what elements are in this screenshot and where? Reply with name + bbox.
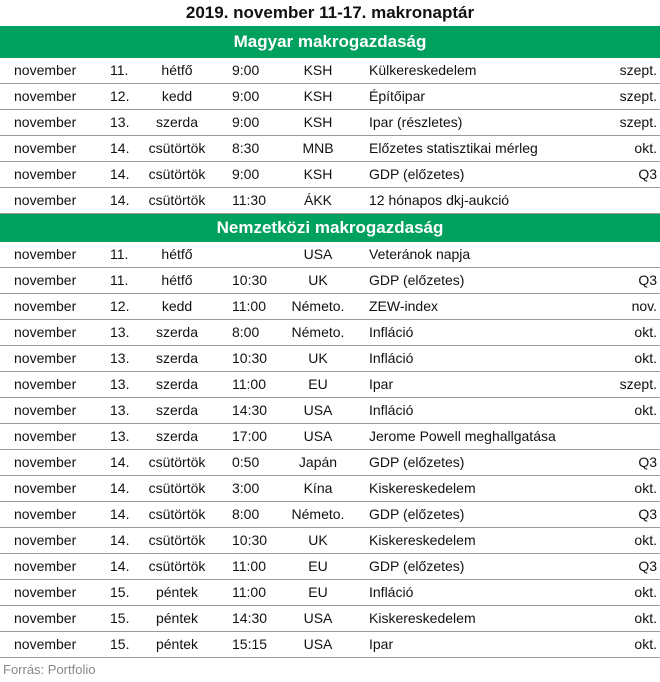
source-cell: Japán — [298, 454, 338, 470]
weekday-cell: csütörtök — [148, 480, 206, 496]
calendar-title: 2019. november 11-17. makronaptár — [185, 3, 475, 22]
table-row — [0, 188, 660, 214]
event-cell: Ipar — [369, 636, 394, 652]
source-cell: USA — [303, 636, 333, 652]
event-cell: Veteránok napja — [369, 246, 471, 262]
weekday-cell: szerda — [155, 376, 199, 392]
table-row — [0, 320, 660, 346]
table-row — [0, 242, 660, 268]
source-cell: USA — [303, 402, 333, 418]
event-cell: Kiskereskedelem — [369, 480, 476, 496]
day-cell: 14. — [110, 166, 130, 182]
event-cell: 12 hónapos dkj-aukció — [369, 192, 510, 208]
source-cell: USA — [303, 246, 333, 262]
day-cell: 14. — [110, 532, 130, 548]
time-cell: 0:50 — [232, 454, 260, 470]
table-row — [0, 136, 660, 162]
month-cell: november — [14, 454, 77, 470]
day-cell: 13. — [110, 402, 130, 418]
section-header-hungarian: Magyar makrogazdaság — [0, 26, 660, 58]
period-cell: Q3 — [638, 166, 657, 182]
weekday-cell: hétfő — [161, 246, 193, 262]
source-cell: Németo. — [291, 324, 345, 340]
source-cell: UK — [308, 350, 328, 366]
month-cell: november — [14, 480, 77, 496]
day-cell: 13. — [110, 350, 130, 366]
table-row — [0, 268, 660, 294]
month-cell: november — [14, 428, 77, 444]
event-cell: GDP (előzetes) — [369, 454, 465, 470]
event-cell: GDP (előzetes) — [369, 272, 465, 288]
period-cell: okt. — [634, 610, 657, 626]
month-cell: november — [14, 192, 77, 208]
time-cell: 9:00 — [232, 62, 260, 78]
period-cell: szept. — [619, 62, 657, 78]
weekday-cell: csütörtök — [148, 166, 206, 182]
period-cell: okt. — [634, 532, 657, 548]
table-row — [0, 580, 660, 606]
time-cell: 8:30 — [232, 140, 260, 156]
month-cell: november — [14, 532, 77, 548]
day-cell: 14. — [110, 506, 130, 522]
period-cell: okt. — [634, 140, 657, 156]
source-cell: ÁKK — [303, 192, 332, 208]
time-cell: 3:00 — [232, 480, 260, 496]
source-cell: USA — [303, 610, 333, 626]
weekday-cell: szerda — [155, 350, 199, 366]
weekday-cell: szerda — [155, 324, 199, 340]
time-cell: 11:00 — [232, 376, 266, 392]
table-row — [0, 502, 660, 528]
event-cell: Kiskereskedelem — [369, 610, 476, 626]
day-cell: 13. — [110, 376, 130, 392]
weekday-cell: kedd — [161, 298, 193, 314]
event-cell: Infláció — [369, 350, 414, 366]
day-cell: 14. — [110, 140, 130, 156]
table-row — [0, 294, 660, 320]
table-row — [0, 58, 660, 84]
weekday-cell: szerda — [155, 402, 199, 418]
weekday-cell: csütörtök — [148, 192, 206, 208]
period-cell: Q3 — [638, 506, 657, 522]
period-cell: Q3 — [638, 454, 657, 470]
time-cell: 15:15 — [232, 636, 268, 652]
month-cell: november — [14, 506, 77, 522]
source-cell: Németo. — [291, 506, 345, 522]
event-cell: ZEW-index — [369, 298, 438, 314]
day-cell: 11. — [110, 62, 129, 78]
event-cell: Építőipar — [369, 88, 426, 104]
day-cell: 14. — [110, 558, 130, 574]
source-cell: EU — [308, 376, 328, 392]
source-cell: KSH — [303, 88, 333, 104]
month-cell: november — [14, 350, 77, 366]
weekday-cell: csütörtök — [148, 532, 206, 548]
table-row — [0, 398, 660, 424]
weekday-cell: péntek — [155, 610, 199, 626]
month-cell: november — [14, 558, 77, 574]
month-cell: november — [14, 246, 77, 262]
month-cell: november — [14, 62, 77, 78]
weekday-cell: szerda — [155, 114, 199, 130]
day-cell: 13. — [110, 428, 130, 444]
weekday-cell: kedd — [161, 88, 193, 104]
event-cell: Előzetes statisztikai mérleg — [369, 140, 538, 156]
event-cell: Ipar (részletes) — [369, 114, 463, 130]
table-row — [0, 372, 660, 398]
table-row — [0, 162, 660, 188]
time-cell: 11:00 — [232, 298, 266, 314]
month-cell: november — [14, 114, 77, 130]
event-cell: GDP (előzetes) — [369, 506, 465, 522]
day-cell: 15. — [110, 636, 130, 652]
table-row — [0, 554, 660, 580]
event-cell: Jerome Powell meghallgatása — [369, 428, 556, 444]
time-cell: 14:30 — [232, 610, 268, 626]
period-cell: szept. — [619, 88, 657, 104]
period-cell: szept. — [619, 114, 657, 130]
day-cell: 13. — [110, 114, 130, 130]
period-cell: nov. — [631, 298, 657, 314]
source-cell: KSH — [303, 114, 333, 130]
source-cell: UK — [308, 272, 328, 288]
source-cell: UK — [308, 532, 328, 548]
month-cell: november — [14, 376, 77, 392]
table-row — [0, 606, 660, 632]
table-row — [0, 528, 660, 554]
period-cell: okt. — [634, 636, 657, 652]
rows-hungarian — [0, 58, 660, 214]
month-cell: november — [14, 140, 77, 156]
time-cell: 9:00 — [232, 166, 260, 182]
table-row — [0, 632, 660, 658]
time-cell: 11:00 — [232, 558, 266, 574]
section-hungarian — [0, 26, 660, 214]
event-cell: Külkereskedelem — [369, 62, 477, 78]
time-cell: 9:00 — [232, 114, 260, 130]
weekday-cell: csütörtök — [148, 454, 206, 470]
day-cell: 15. — [110, 584, 130, 600]
month-cell: november — [14, 610, 77, 626]
weekday-cell: csütörtök — [148, 558, 206, 574]
event-cell: Infláció — [369, 324, 414, 340]
month-cell: november — [14, 584, 77, 600]
event-cell: GDP (előzetes) — [369, 558, 465, 574]
table-row — [0, 450, 660, 476]
period-cell: okt. — [634, 350, 657, 366]
day-cell: 12. — [110, 88, 130, 104]
source-cell: Németo. — [291, 298, 345, 314]
event-cell: Kiskereskedelem — [369, 532, 476, 548]
source-cell: Kína — [303, 480, 333, 496]
source-footer: Forrás: Portfolio — [3, 662, 96, 677]
section-international — [0, 214, 660, 658]
weekday-cell: hétfő — [161, 62, 193, 78]
period-cell: okt. — [634, 584, 657, 600]
day-cell: 11. — [110, 272, 129, 288]
table-row — [0, 424, 660, 450]
source-cell: KSH — [303, 62, 333, 78]
time-cell: 11:30 — [232, 192, 266, 208]
month-cell: november — [14, 272, 77, 288]
day-cell: 14. — [110, 192, 130, 208]
period-cell: okt. — [634, 402, 657, 418]
day-cell: 14. — [110, 454, 130, 470]
month-cell: november — [14, 88, 77, 104]
period-cell: Q3 — [638, 272, 657, 288]
time-cell: 9:00 — [232, 88, 260, 104]
day-cell: 11. — [110, 246, 129, 262]
event-cell: Ipar — [369, 376, 394, 392]
month-cell: november — [14, 324, 77, 340]
weekday-cell: péntek — [155, 584, 199, 600]
time-cell: 8:00 — [232, 506, 260, 522]
time-cell: 8:00 — [232, 324, 260, 340]
month-cell: november — [14, 636, 77, 652]
source-cell: MNB — [302, 140, 334, 156]
time-cell: 14:30 — [232, 402, 268, 418]
time-cell: 10:30 — [232, 272, 268, 288]
month-cell: november — [14, 402, 77, 418]
weekday-cell: csütörtök — [148, 140, 206, 156]
time-cell: 10:30 — [232, 350, 268, 366]
month-cell: november — [14, 298, 77, 314]
period-cell: okt. — [634, 480, 657, 496]
period-cell: Q3 — [638, 558, 657, 574]
table-row — [0, 346, 660, 372]
day-cell: 15. — [110, 610, 130, 626]
period-cell: szept. — [619, 376, 657, 392]
source-cell: KSH — [303, 166, 333, 182]
period-cell: okt. — [634, 324, 657, 340]
source-cell: EU — [308, 584, 328, 600]
time-cell: 10:30 — [232, 532, 268, 548]
weekday-cell: hétfő — [161, 272, 193, 288]
weekday-cell: szerda — [155, 428, 199, 444]
table-row — [0, 110, 660, 136]
section-header-international: Nemzetközi makrogazdaság — [0, 214, 660, 242]
table-row — [0, 476, 660, 502]
day-cell: 12. — [110, 298, 130, 314]
day-cell: 13. — [110, 324, 130, 340]
table-row — [0, 84, 660, 110]
event-cell: Infláció — [369, 584, 414, 600]
weekday-cell: péntek — [155, 636, 199, 652]
month-cell: november — [14, 166, 77, 182]
time-cell: 17:00 — [232, 428, 268, 444]
source-cell: EU — [308, 558, 328, 574]
event-cell: GDP (előzetes) — [369, 166, 465, 182]
weekday-cell: csütörtök — [148, 506, 206, 522]
time-cell: 11:00 — [232, 584, 266, 600]
day-cell: 14. — [110, 480, 130, 496]
rows-international — [0, 242, 660, 658]
event-cell: Infláció — [369, 402, 414, 418]
source-cell: USA — [303, 428, 333, 444]
